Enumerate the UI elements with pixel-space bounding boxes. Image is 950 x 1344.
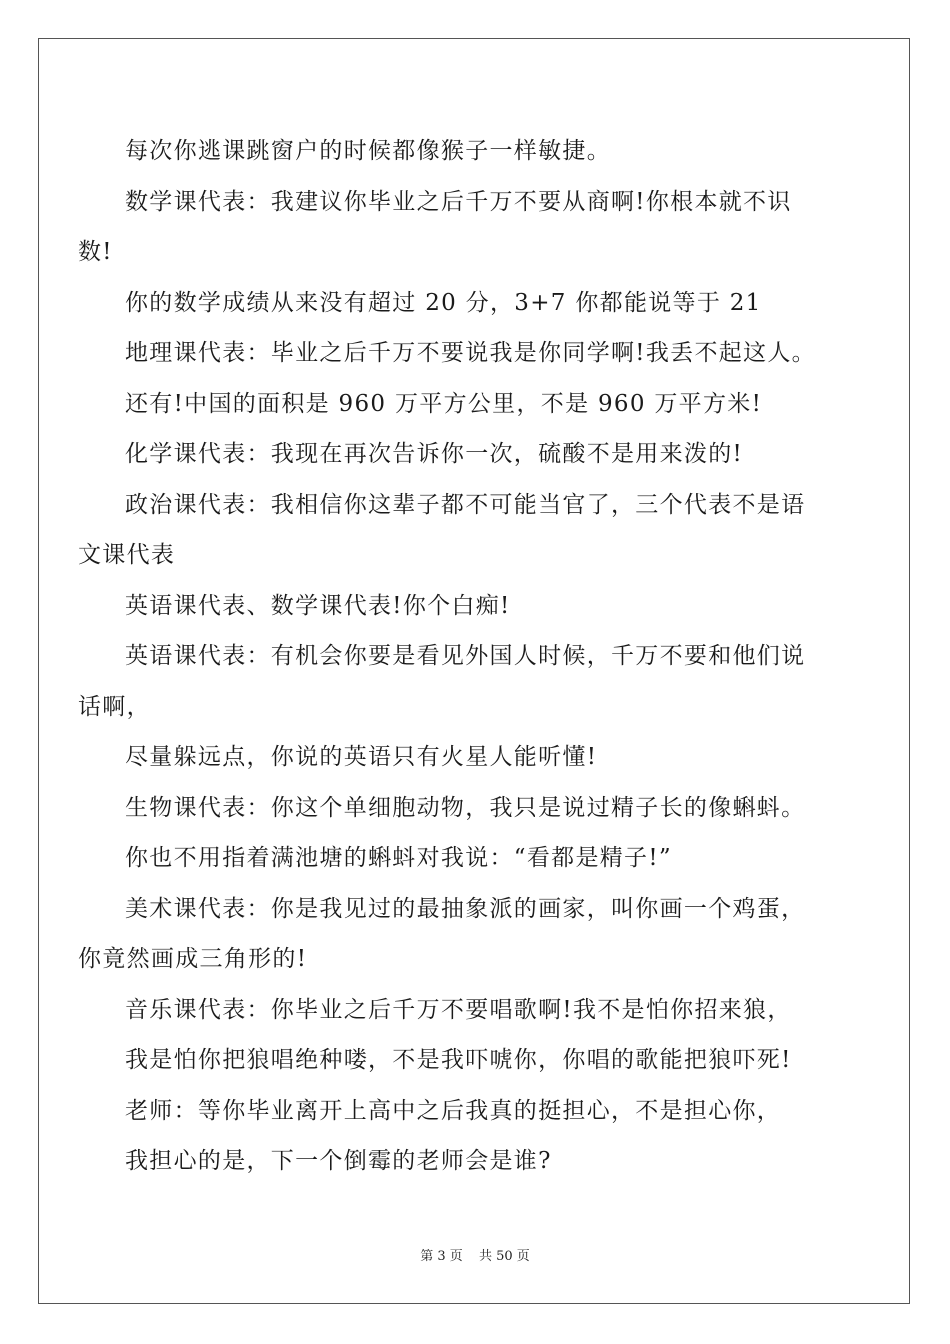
text-line-3: 数!	[78, 239, 113, 265]
text-line-20: 老师：等你毕业离开上高中之后我真的挺担心，不是担心你，	[125, 1097, 782, 1124]
text-line-2: 数学课代表：我建议你毕业之后千万不要从商啊!你根本就不识	[125, 188, 792, 215]
text-line-11: 英语课代表：有机会你要是看见外国人时候，千万不要和他们说	[125, 643, 806, 669]
text-line-14: 生物课代表：你这个单细胞动物，我只是说过精子长的像蝌蚪。	[125, 794, 806, 821]
text-line-5: 地理课代表：毕业之后千万不要说我是你同学啊!我丢不起这人。	[125, 340, 816, 366]
text-line-9: 文课代表	[78, 542, 176, 568]
text-line-6: 还有!中国的面积是 960 万平方公里，不是 960 万平方米!	[125, 390, 763, 417]
text-line-1: 每次你逃课跳窗户的时候都像猴子一样敏捷。	[125, 138, 611, 164]
text-line-18: 音乐课代表：你毕业之后千万不要唱歌啊!我不是怕你招来狼，	[125, 996, 792, 1023]
page-total: 共 50 页	[478, 1249, 530, 1264]
text-line-4: 你的数学成绩从来没有超过 20 分，3+7 你都能说等于 21	[125, 289, 762, 316]
text-line-15: 你也不用指着满池塘的蝌蚪对我说：“看都是精子!”	[125, 845, 672, 871]
text-line-7: 化学课代表：我现在再次告诉你一次，硫酸不是用来泼的!	[125, 441, 744, 467]
text-line-12: 话啊，	[78, 693, 151, 720]
document-body	[78, 126, 838, 1187]
text-line-16: 美术课代表：你是我见过的最抽象派的画家，叫你画一个鸡蛋，	[125, 895, 806, 922]
text-line-17: 你竟然画成三角形的!	[78, 946, 308, 972]
page-number: 第 3 页	[420, 1249, 463, 1264]
text-line-8: 政治课代表：我相信你这辈子都不可能当官了，三个代表不是语	[125, 491, 806, 518]
page-footer	[0, 1245, 950, 1264]
text-line-13: 尽量躲远点，你说的英语只有火星人能听懂!	[125, 744, 598, 770]
text-line-10: 英语课代表、数学课代表!你个白痴!	[125, 592, 511, 619]
text-line-21: 我担心的是，下一个倒霉的老师会是谁?	[125, 1148, 552, 1174]
text-line-19: 我是怕你把狼唱绝种喽，不是我吓唬你，你唱的歌能把狼吓死!	[125, 1047, 792, 1073]
